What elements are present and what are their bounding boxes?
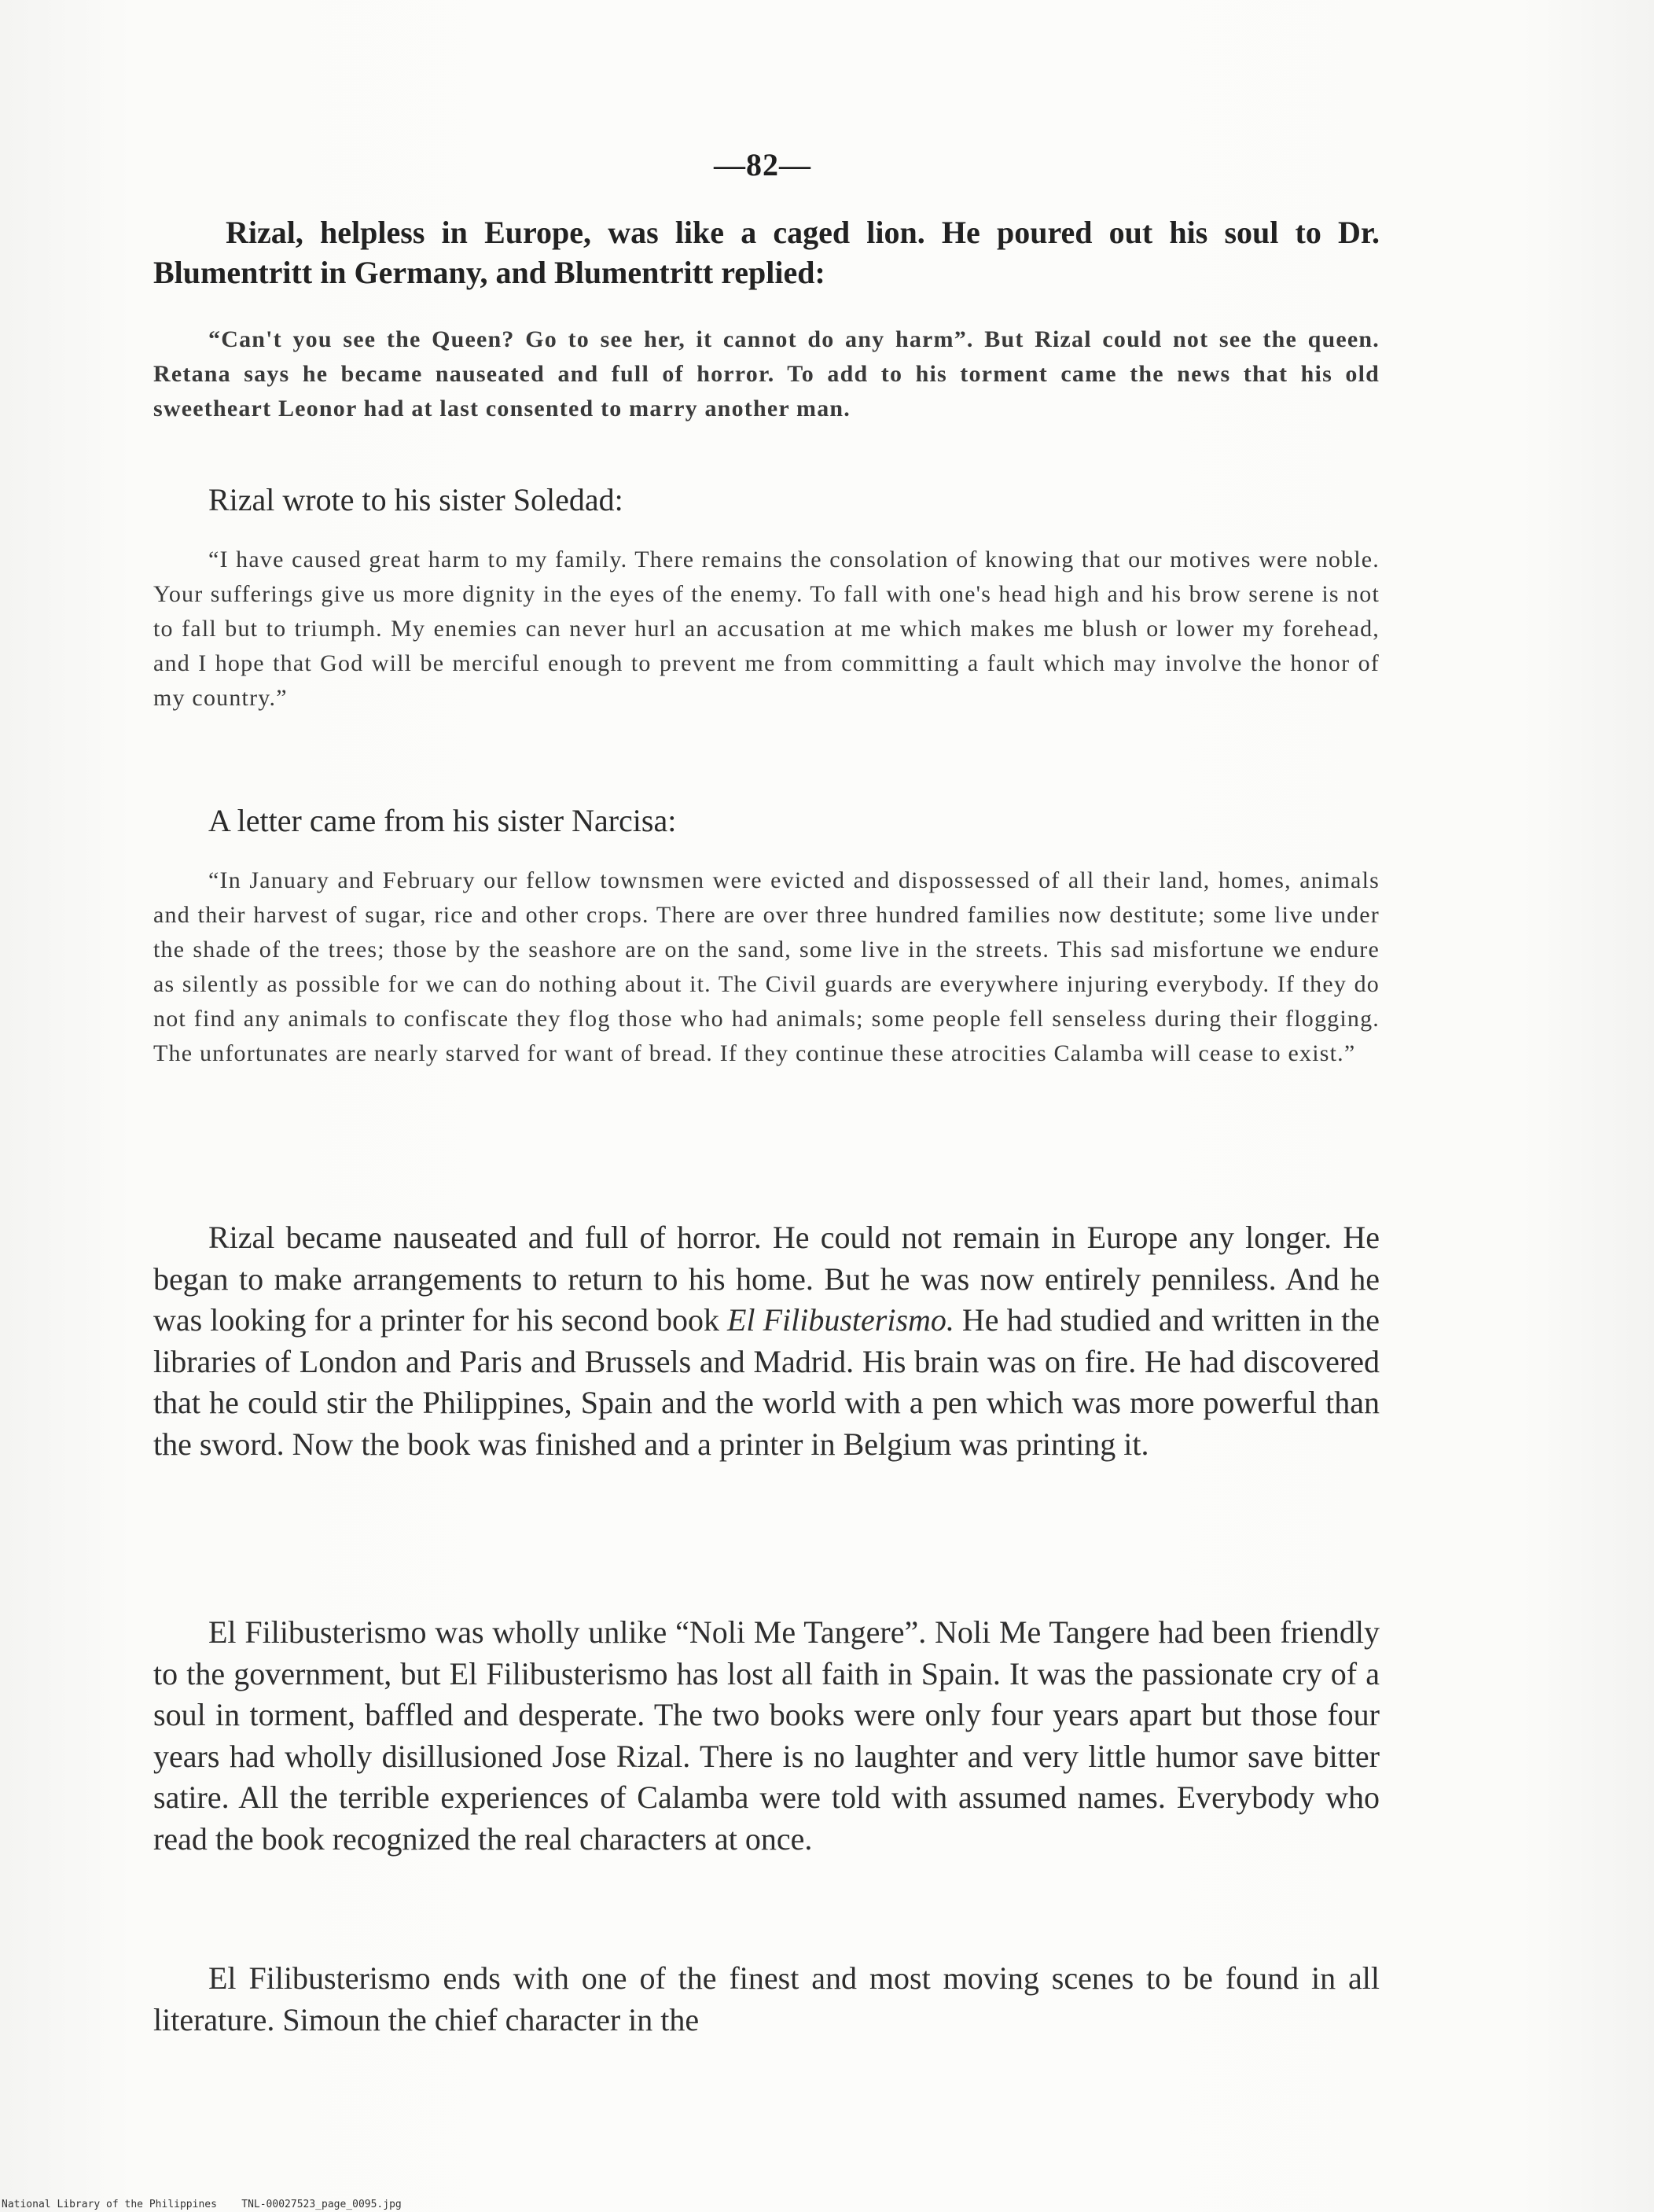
- footer-source: National Library of the Philippines: [2, 2199, 217, 2210]
- paragraph-text: Rizal, helpless in Europe, was like a caged lion. He poured out his soul to Dr. Blumentritt in Germany, and Blumentritt replied:: [153, 215, 1380, 290]
- paragraph-text-a: Rizal became nauseated and full of horror. He could not remain in Europe any longer. He began to make arrangements to return to his home. But he was now entirely penniless. And he was looking for a printer for his second book: [153, 1220, 1380, 1338]
- paragraph-narcisa-intro: [153, 801, 1380, 841]
- quote-text: “Can't you see the Queen? Go to see her, it cannot do any harm”. But Rizal could not see the queen. Retana says he became nauseated and full of horror. To add to his torment came the news that his old sweetheart Leonor had at last consented to marry another man.: [153, 326, 1380, 421]
- paragraph-rizal-horror: [153, 1217, 1380, 1465]
- paragraph-filibusterismo-contrast: [153, 1612, 1380, 1860]
- footer-file: TNL-00027523_page_0095.jpg: [241, 2199, 402, 2210]
- quote-text: “I have caused great harm to my family. There remains the consolation of knowing that our motives were noble. Your sufferings give us more dignity in the eyes of the enemy. To fall with one's head high and his brow serene is not to fall but to triumph. My enemies can never hurl an accusation at me which makes me blush or lower my forehead, and I hope that God will be merciful enough to prevent me from committing a fault which may involve the honor of my country.”: [153, 547, 1380, 711]
- paragraph-blumentritt-intro: [153, 212, 1380, 293]
- quote-soledad-letter: [153, 543, 1380, 716]
- quote-blumentritt: [153, 322, 1380, 426]
- quote-narcisa-letter: [153, 863, 1380, 1071]
- book-title-italic: El Filibusterismo.: [727, 1302, 954, 1338]
- paragraph-text-b: He had studied and written in the libraries of London and Paris and Brussels and Madrid. His brain was on fire. He had discovered that he could stir the Philippines, Spain and the world with a pen which was more powerful than the sword. Now the book was finished and a printer in Belgium was printing it.: [153, 1302, 1380, 1462]
- paragraph-text: Rizal wrote to his sister Soledad:: [208, 482, 623, 517]
- paragraph-soledad-intro: [153, 480, 1380, 521]
- paragraph-text: A letter came from his sister Narcisa:: [208, 803, 677, 838]
- paragraph-filibusterismo-ending: [153, 1958, 1380, 2041]
- page-number: —82—: [714, 147, 811, 182]
- scan-footer: [2, 2199, 402, 2210]
- quote-text: “In January and February our fellow townsmen were evicted and dispossessed of all their land, homes, animals and their harvest of sugar, rice and other crops. There are over three hundred families now destitute; some live under the shade of the trees; those by the seashore are on the sand, some live in the streets. This sad misfortune we endure as silently as possible for we can do nothing about it. The Civil guards are everywhere injuring everybody. If they do not find any animals to confiscate they flog those who had animals; some people fell senseless during their flogging. The unfortunates are nearly starved for want of bread. If they continue these atrocities Calamba will cease to exist.”: [153, 867, 1380, 1066]
- paragraph-text: El Filibusterismo ends with one of the finest and most moving scenes to be found in all literature. Simoun the chief character in the: [153, 1960, 1380, 2037]
- paragraph-text: El Filibusterismo was wholly unlike “Noli Me Tangere”. Noli Me Tangere had been friendly to the government, but El Filibusterismo has lost all faith in Spain. It was the passionate cry of a soul in torment, baffled and desperate. The two books were only four years apart but those four years had wholly disillusioned Jose Rizal. There is no laughter and very little humor save bitter satire. All the terrible experiences of Calamba were told with assumed names. Everybody who read the book recognized the real characters at once.: [153, 1614, 1380, 1857]
